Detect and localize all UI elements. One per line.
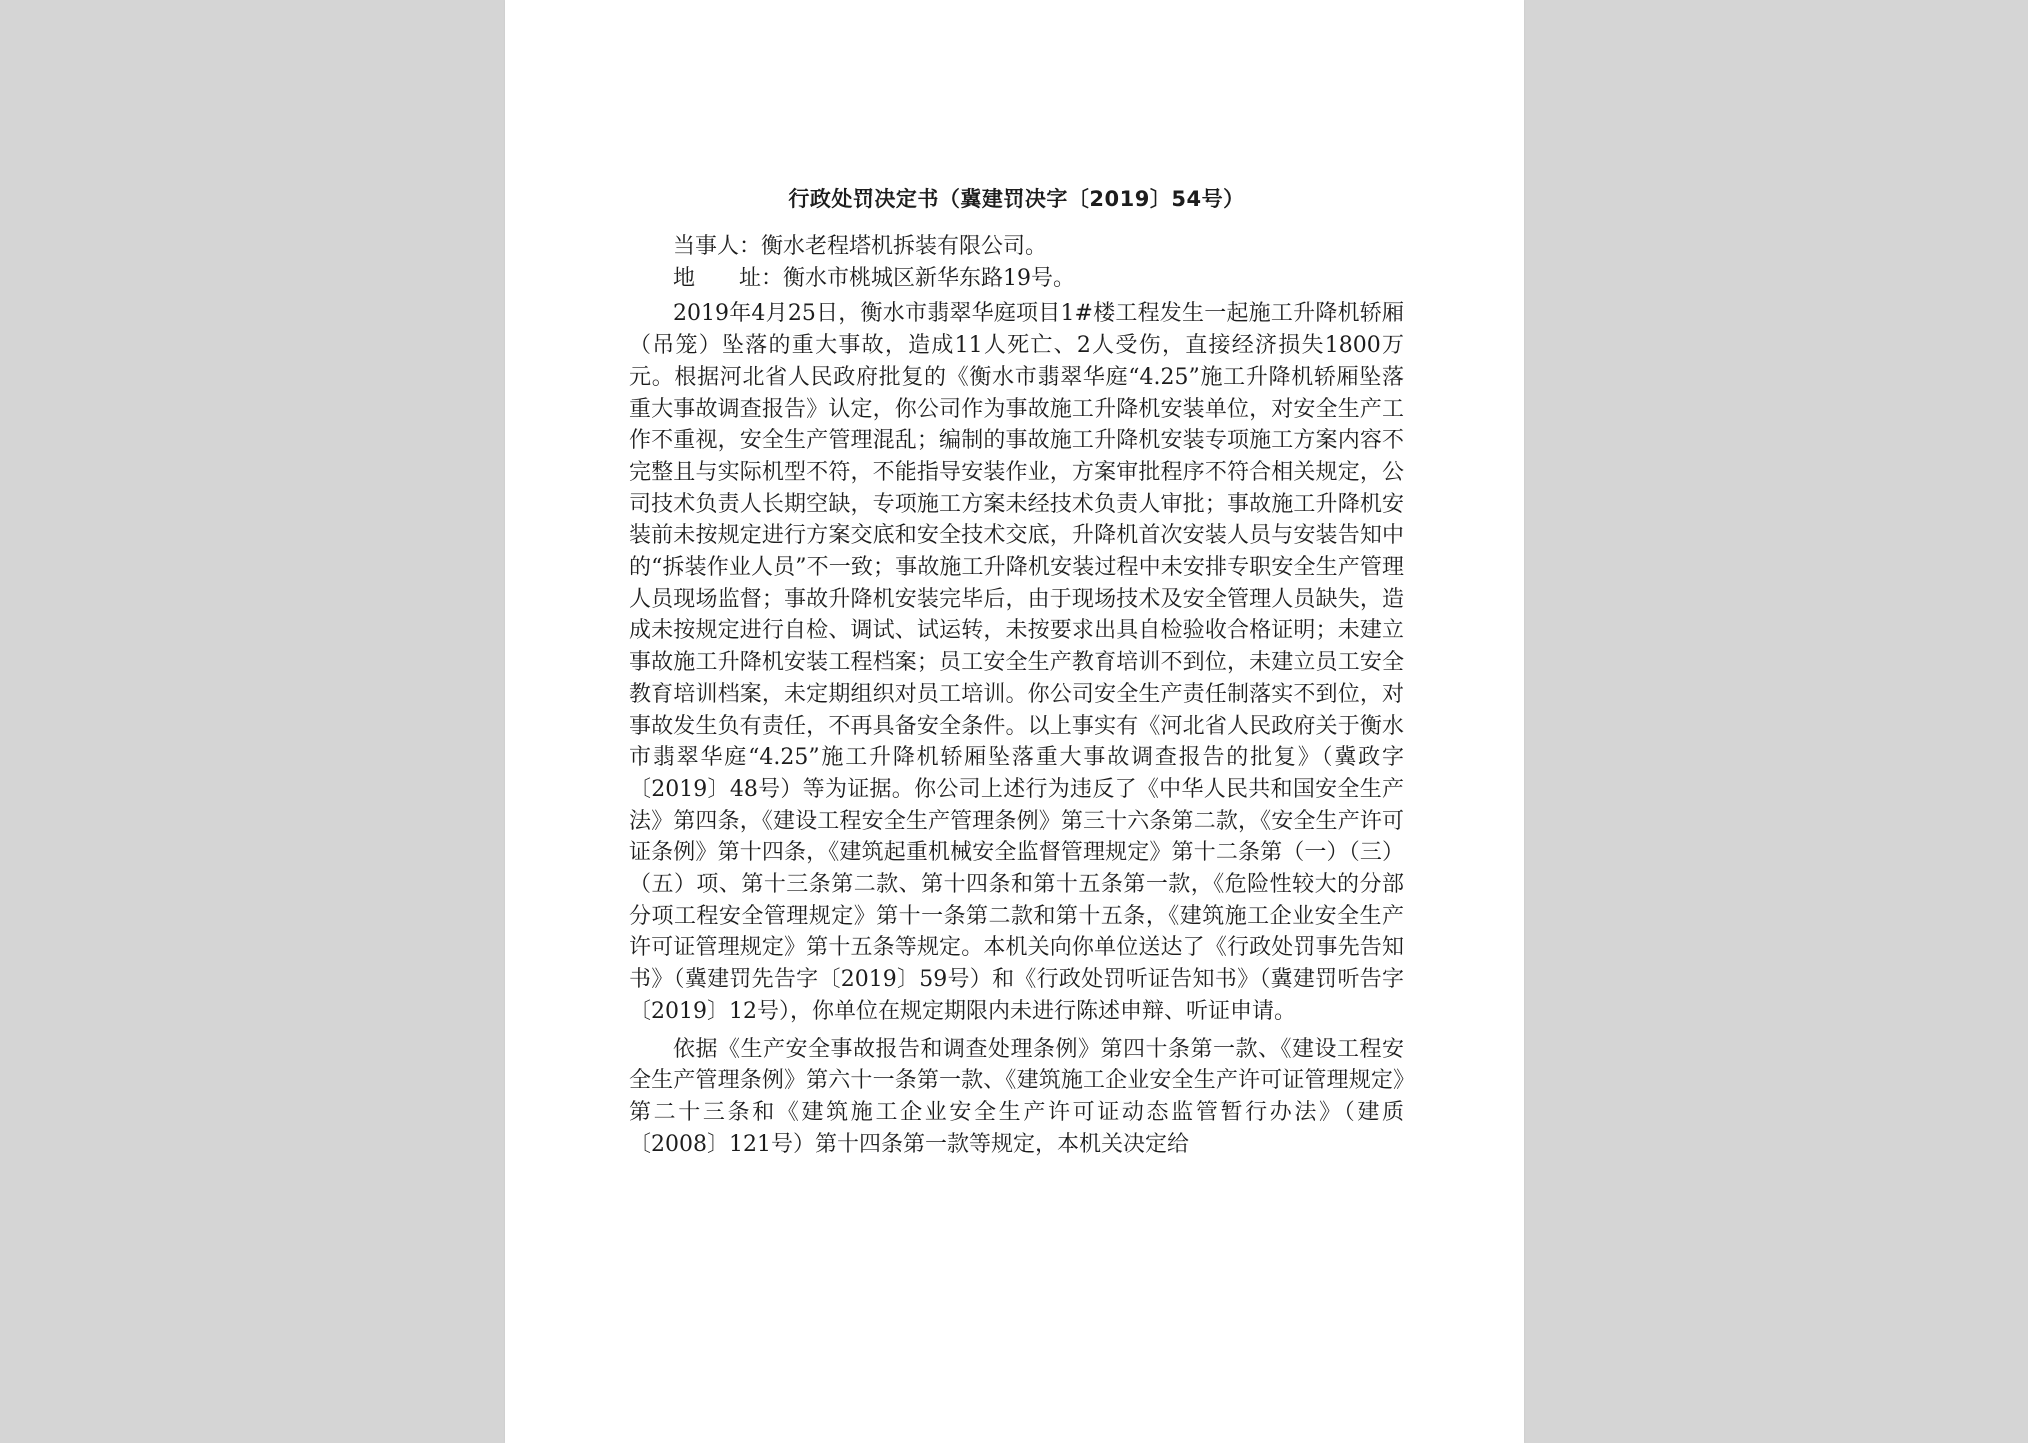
page-content	[629, 178, 1404, 1160]
party-line: 当事人：衡水老程塔机拆装有限公司。	[673, 234, 1048, 259]
body-paragraph-facts: 2019年4月25日，衡水市翡翠华庭项目1#楼工程发生一起施工升降机轿厢（吊笼）坠落的重大事故，造成11人死亡、2人受伤，直接经济损失1800万元。根据河北省人民政府批复的《衡水市翡翠华庭“4.25”施工升降机轿厢坠落重大事故调查报告》认定，你公司作为事故施工升降机安装单位，对安全生产工作不重视，安全生产管理混乱；编制的事故施工升降机安装专项施工方案内容不完整且与实际机型不符，不能指导安装作业，方案审批程序不符合相关规定，公司技术负责人长期空缺，专项施工方案未经技术负责人审批；事故施工升降机安装前未按规定进行方案交底和安全技术交底，升降机首次安装人员与安装告知中的“拆装作业人员”不一致；事故施工升降机安装过程中未安排专职安全生产管理人员现场监督；事故升降机安装完毕后，由于现场技术及安全管理人员缺失，造成未按规定进行自检、调试、试运转，未按要求出具自检验收合格证明；未建立事故施工升降机安装工程档案；员工安全生产教育培训不到位，未建立员工安全教育培训档案，未定期组织对员工培训。你公司安全生产责任制落实不到位，对事故发生负有责任，不再具备安全条件。以上事实有《河北省人民政府关于衡水市翡翠华庭“4.25”施工升降机轿厢坠落重大事故调查报告的批复》（冀政字〔2019〕48号）等为证据。你公司上述行为违反了《中华人民共和国安全生产法》第四条，《建设工程安全生产管理条例》第三十六条第二款，《安全生产许可证条例》第十四条，《建筑起重机械安全监督管理规定》第十二条第（一）（三）（五）项、第十三条第二款、第十四条和第十五条第一款，《危险性较大的分部分项工程安全管理规定》第十一条第二款和第十五条，《建筑施工企业安全生产许可证管理规定》第十五条等规定。本机关向你单位送达了《行政处罚事先告知书》（冀建罚先告字〔2019〕59号）和《行政处罚听证告知书》（冀建罚听告字〔2019〕12号），你单位在规定期限内未进行陈述申辩、听证申请。	[629, 301, 1404, 1024]
document-page	[505, 0, 1524, 1443]
address-line: 地 址：衡水市桃城区新华东路19号。	[673, 265, 1075, 291]
document-title: 行政处罚决定书（冀建罚决字〔2019〕54号）	[788, 187, 1245, 211]
body-paragraph-basis: 依据《生产安全事故报告和调查处理条例》第四十条第一款、《建设工程安全生产管理条例》第六十一条第一款、《建筑施工企业安全生产许可证管理规定》第二十三条和《建筑施工企业安全生产许可证动态监管暂行办法》（建质〔2008〕121号）第十四条第一款等规定，本机关决定给	[629, 1036, 1404, 1157]
